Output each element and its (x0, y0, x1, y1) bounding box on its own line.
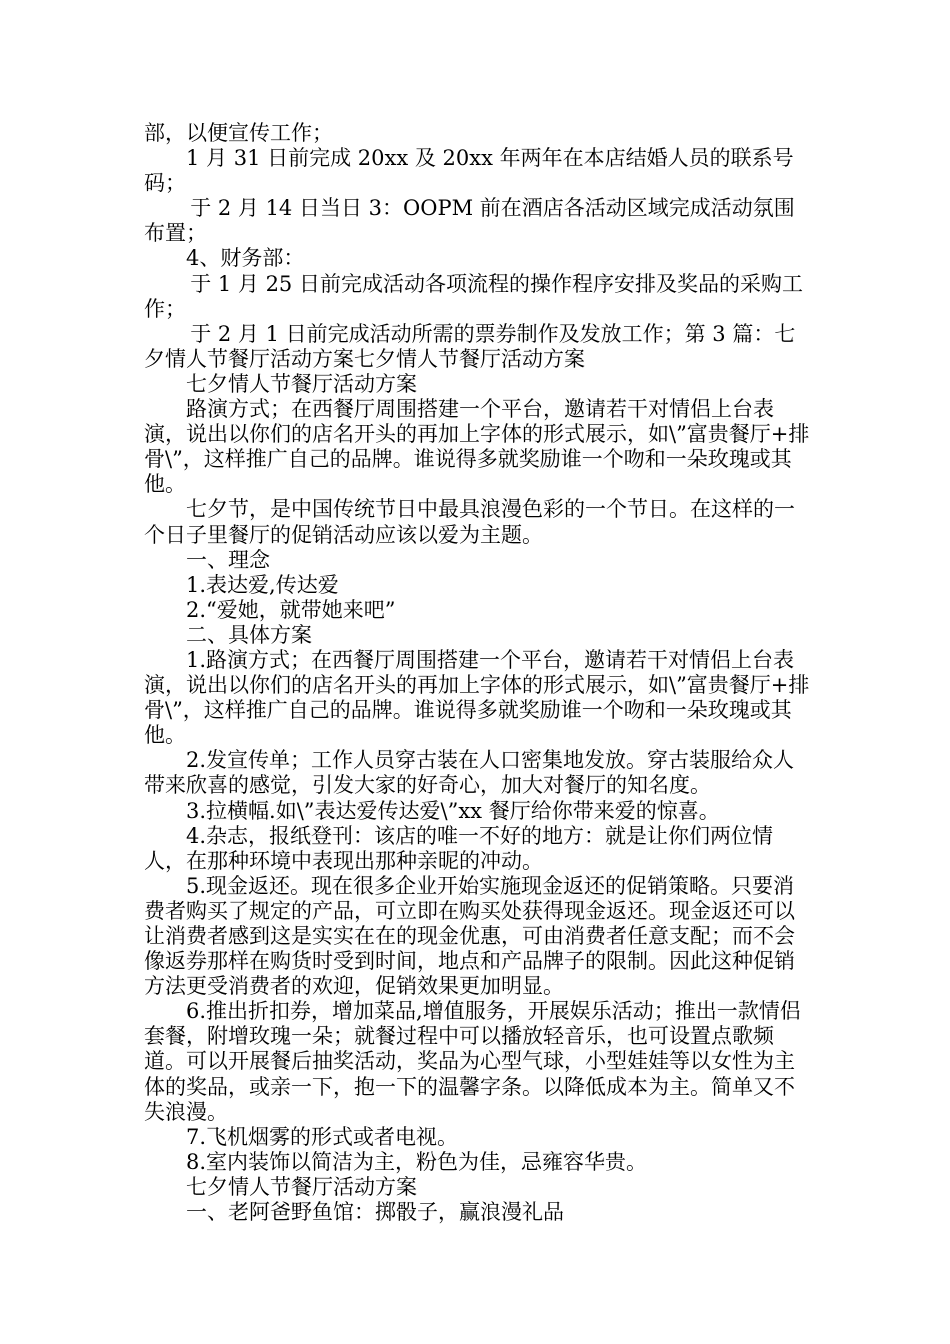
paragraph-continuation: 部，以便宣传工作； (144, 121, 333, 145)
list-item-plan-5: 5.现金返还。现在很多企业开始实施现金返还的促销策略。只要消费者购买了规定的产品，可立即在购买处获得现金返还。现金返还可以让消费者感到这是实实在在的现金优惠，可由消费者任意支配；而不会像返券那样在购货时受到时间，地点和产品牌子的限制。因此这种促销方法更受消费者的欢迎，促销效果更加明显。 (144, 873, 795, 999)
section-title-repeat: 七夕情人节餐厅活动方案 (186, 1174, 417, 1199)
paragraph-roadshow: 路演方式；在西餐厅周围搭建一个平台，邀请若干对情侣上台表演，说出以你们的店名开头的再加上字体的形式展示，如\”富贵餐厅+排骨\”，这样推广自己的品牌。谁说得多就奖励谁一个吻和一朵玫瑰或其他。 (144, 397, 810, 497)
paragraph-contact-numbers: 1 月 31 日前完成 20xx 及 20xx 年两年在本店结婚人员的联系号码； (144, 146, 794, 196)
paragraph-qixi-intro: 七夕节，是中国传统节日中最具浪漫色彩的一个节日。在这样的一个日子里餐厅的促销活动应该以爱为主题。 (144, 497, 795, 547)
paragraph-ticket-distribution: 于 2 月 1 日前完成活动所需的票券制作及发放工作；第 3 篇：七夕情人节餐厅活动方案七夕情人节餐厅活动方案 (144, 321, 796, 371)
list-item-plan-7: 7.飞机烟雾的形式或者电视。 (186, 1124, 459, 1149)
paragraph-venue-setup: 于 2 月 14 日当日 3：OOPM 前在酒店各活动区域完成活动氛围布置； (144, 196, 795, 246)
list-item-plan-3: 3.拉横幅.如\”表达爱传达爱\”xx 餐厅给你带来爱的惊喜。 (186, 798, 720, 823)
list-item-concept-2: 2.“爱她，就带她来吧” (186, 597, 396, 622)
list-item-plan-1: 1.路演方式；在西餐厅周围搭建一个平台，邀请若干对情侣上台表演，说出以你们的店名开头的再加上字体的形式展示，如\”富贵餐厅+排骨\”，这样推广自己的品牌。谁说得多就奖励谁一个吻和一朵玫瑰或其他。 (144, 647, 810, 748)
list-item-concept-1: 1.表达爱,传达爱 (186, 572, 339, 597)
heading-restaurant-1: 一、老阿爸野鱼馆：掷骰子，赢浪漫礼品 (186, 1200, 564, 1225)
paragraph-procurement: 于 1 月 25 日前完成活动各项流程的操作程序安排及奖品的采购工作； (144, 271, 803, 321)
paragraph-finance-heading: 4、财务部： (186, 246, 305, 271)
document-body (144, 121, 814, 1225)
heading-concept: 一、理念 (186, 547, 270, 572)
section-title: 七夕情人节餐厅活动方案 (186, 371, 417, 396)
heading-specific-plan: 二、具体方案 (186, 622, 312, 647)
list-item-plan-2: 2.发宣传单；工作人员穿古装在人口密集地发放。穿古装服给众人带来欣喜的感觉，引发大家的好奇心，加大对餐厅的知名度。 (144, 748, 795, 798)
list-item-plan-6: 6.推出折扣券，增加菜品,增值服务，开展娱乐活动；推出一款情侣套餐，附增玫瑰一朵；就餐过程中可以播放轻音乐，也可设置点歌频道。可以开展餐后抽奖活动，奖品为心型气球，小型娃娃等以女性为主体的奖品，或亲一下，抱一下的温馨字条。以降低成本为主。简单又不失浪漫。 (144, 999, 801, 1124)
list-item-plan-4: 4.杂志，报纸登刊：该店的唯一不好的地方：就是让你们两位情人，在那种环境中表现出那种亲昵的冲动。 (144, 823, 774, 873)
list-item-plan-8: 8.室内装饰以简洁为主，粉色为佳，忌雍容华贵。 (186, 1149, 648, 1174)
